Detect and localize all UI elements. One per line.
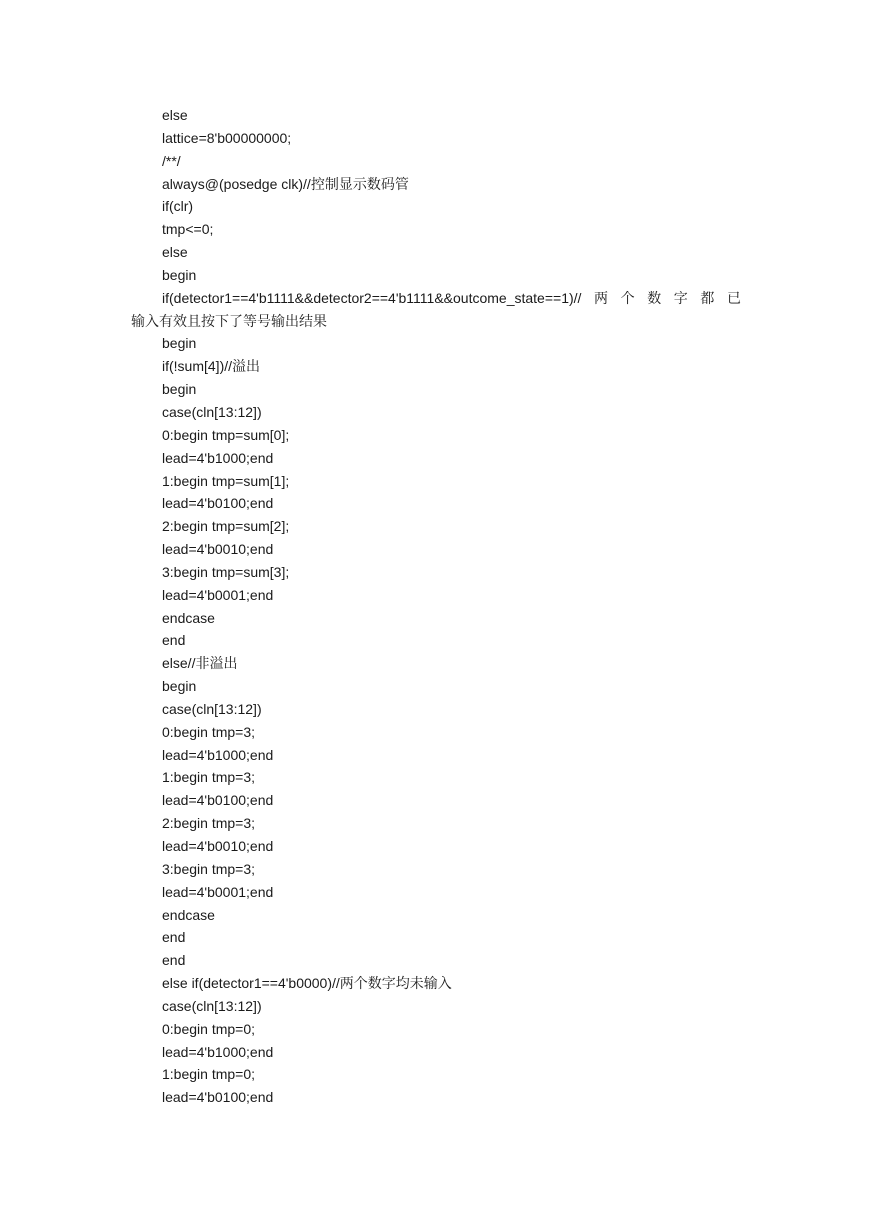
code-line: 2:begin tmp=sum[2];	[162, 518, 290, 535]
code-line: else	[162, 244, 188, 261]
code-line: lead=4'b1000;end	[162, 746, 274, 763]
code-line: lead=4'b0100;end	[162, 495, 274, 512]
code-line-wrapped-first: if(detector1==4'b1111&&detector2==4'b1111&&outcome_state==1)//两个数字都已	[162, 289, 741, 306]
code-line: else if(detector1==4'b0000)//两个数字均未输入	[162, 975, 452, 992]
code-line: if(clr)	[162, 198, 194, 215]
code-line: 1:begin tmp=3;	[162, 769, 256, 786]
code-line: 1:begin tmp=sum[1];	[162, 472, 290, 489]
code-line: lead=4'b0001;end	[162, 883, 274, 900]
code-line: lead=4'b0100;end	[162, 1089, 274, 1106]
code-line: begin	[162, 678, 197, 695]
code-line: case(cln[13:12])	[162, 997, 262, 1014]
code-line: 0:begin tmp=3;	[162, 723, 256, 740]
code-line: lattice=8'b00000000;	[162, 129, 292, 146]
code-line: begin	[162, 381, 197, 398]
code-line: else	[162, 107, 188, 123]
code-line: 2:begin tmp=3;	[162, 815, 256, 832]
code-line: 0:begin tmp=0;	[162, 1020, 256, 1037]
code-line: endcase	[162, 906, 215, 923]
code-line: lead=4'b0001;end	[162, 586, 274, 603]
code-line: if(!sum[4])//溢出	[162, 358, 261, 375]
code-line: begin	[162, 266, 197, 283]
code-line-wrapped	[131, 287, 741, 333]
code-line: 3:begin tmp=sum[3];	[162, 563, 290, 580]
code-line: 0:begin tmp=sum[0];	[162, 426, 290, 443]
code-line: lead=4'b0100;end	[162, 792, 274, 809]
code-line: tmp<=0;	[162, 221, 214, 238]
code-line: lead=4'b0010;end	[162, 838, 274, 854]
code-line: else//非溢出	[162, 655, 238, 672]
code-line: /**/	[162, 152, 181, 169]
code-line: end	[162, 632, 186, 649]
code-line: endcase	[162, 609, 215, 626]
code-line-wrapped-rest: 输入有效且按下了等号输出结果	[131, 312, 327, 329]
code-line: end	[162, 929, 186, 946]
code-line: lead=4'b0010;end	[162, 541, 274, 558]
code-line: case(cln[13:12])	[162, 403, 262, 420]
code-line: always@(posedge clk)//控制显示数码管	[162, 175, 409, 192]
code-line: end	[162, 952, 186, 969]
code-line: case(cln[13:12])	[162, 700, 262, 717]
code-line: lead=4'b1000;end	[162, 449, 274, 466]
code-line: begin	[162, 335, 197, 352]
code-line: 1:begin tmp=0;	[162, 1066, 256, 1083]
code-line: 3:begin tmp=3;	[162, 860, 256, 877]
code-line: lead=4'b1000;end	[162, 1043, 274, 1060]
code-listing	[131, 104, 741, 1109]
